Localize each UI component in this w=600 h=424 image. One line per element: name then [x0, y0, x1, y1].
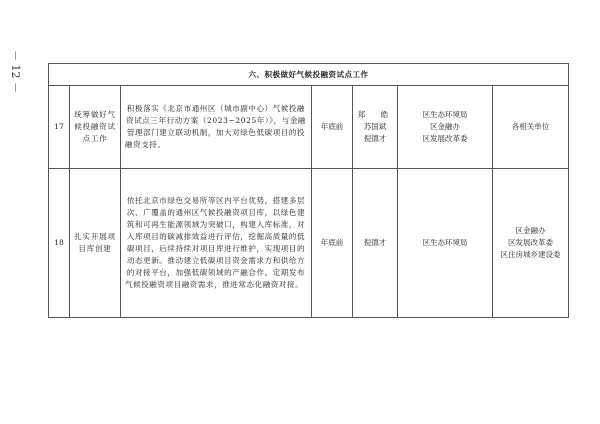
- leader-name: 倪德才: [363, 134, 387, 143]
- task-description: 积极落实《北京市通州区（城市副中心）气候投融资试点三年行动方案（2023−2025年）》，与金融管理部门建立联动机制，加大对绿色低碳项目的投融资支持。: [121, 86, 312, 169]
- work-plan-table: [48, 63, 569, 318]
- leader-name: 郑 皓: [357, 110, 393, 119]
- support-unit: 区发展改革委: [508, 238, 554, 247]
- lead-unit: 区发展改革委: [422, 134, 468, 143]
- deadline: 年底前: [312, 86, 353, 169]
- support-unit: 区金融办: [515, 226, 546, 235]
- lead-units: [398, 86, 493, 169]
- support-units: [493, 169, 569, 318]
- lead-units: [398, 169, 493, 318]
- table-row: [49, 169, 569, 318]
- responsible-leaders: [353, 169, 398, 318]
- deadline: 年底前: [312, 169, 353, 318]
- lead-unit: 区生态环境局: [422, 238, 468, 247]
- table-row: [49, 86, 569, 169]
- row-number: 17: [49, 86, 70, 169]
- support-unit: 区住房城乡建设委: [500, 250, 561, 259]
- lead-unit: 区金融办: [430, 122, 460, 131]
- task-description: 依托北京市绿色交易所等区内平台优势，搭建多层次、广覆盖的通州区气候投融资项目库，以绿色建筑和可再生能源领域为突破口，构建入库标准，对入库项目的碳减排效益进行评估，挖掘高质量的低碳项目，后续持续对项目库进行维护，实现项目的动态更新。推动建立低碳项目资金需求方和供给方的对接平台，加强低碳领域的产融合作。定期发布气候投融资项目融资需求，推进常态化融资对接。: [121, 169, 312, 318]
- task-name: 扎实开展项目库创建: [70, 169, 121, 318]
- support-units: [493, 86, 569, 169]
- task-name: 统筹做好气候投融资试点工作: [70, 86, 121, 169]
- leader-name: 倪德才: [363, 238, 387, 247]
- leader-name: 苏国斌: [363, 122, 387, 131]
- responsible-leaders: [353, 86, 398, 169]
- page-number: － 12 －: [9, 50, 22, 93]
- row-number: 18: [49, 169, 70, 318]
- support-unit: 各相关单位: [511, 122, 550, 131]
- section-title: 六、积极做好气候投融资试点工作: [49, 64, 569, 86]
- lead-unit: 区生态环境局: [422, 110, 468, 119]
